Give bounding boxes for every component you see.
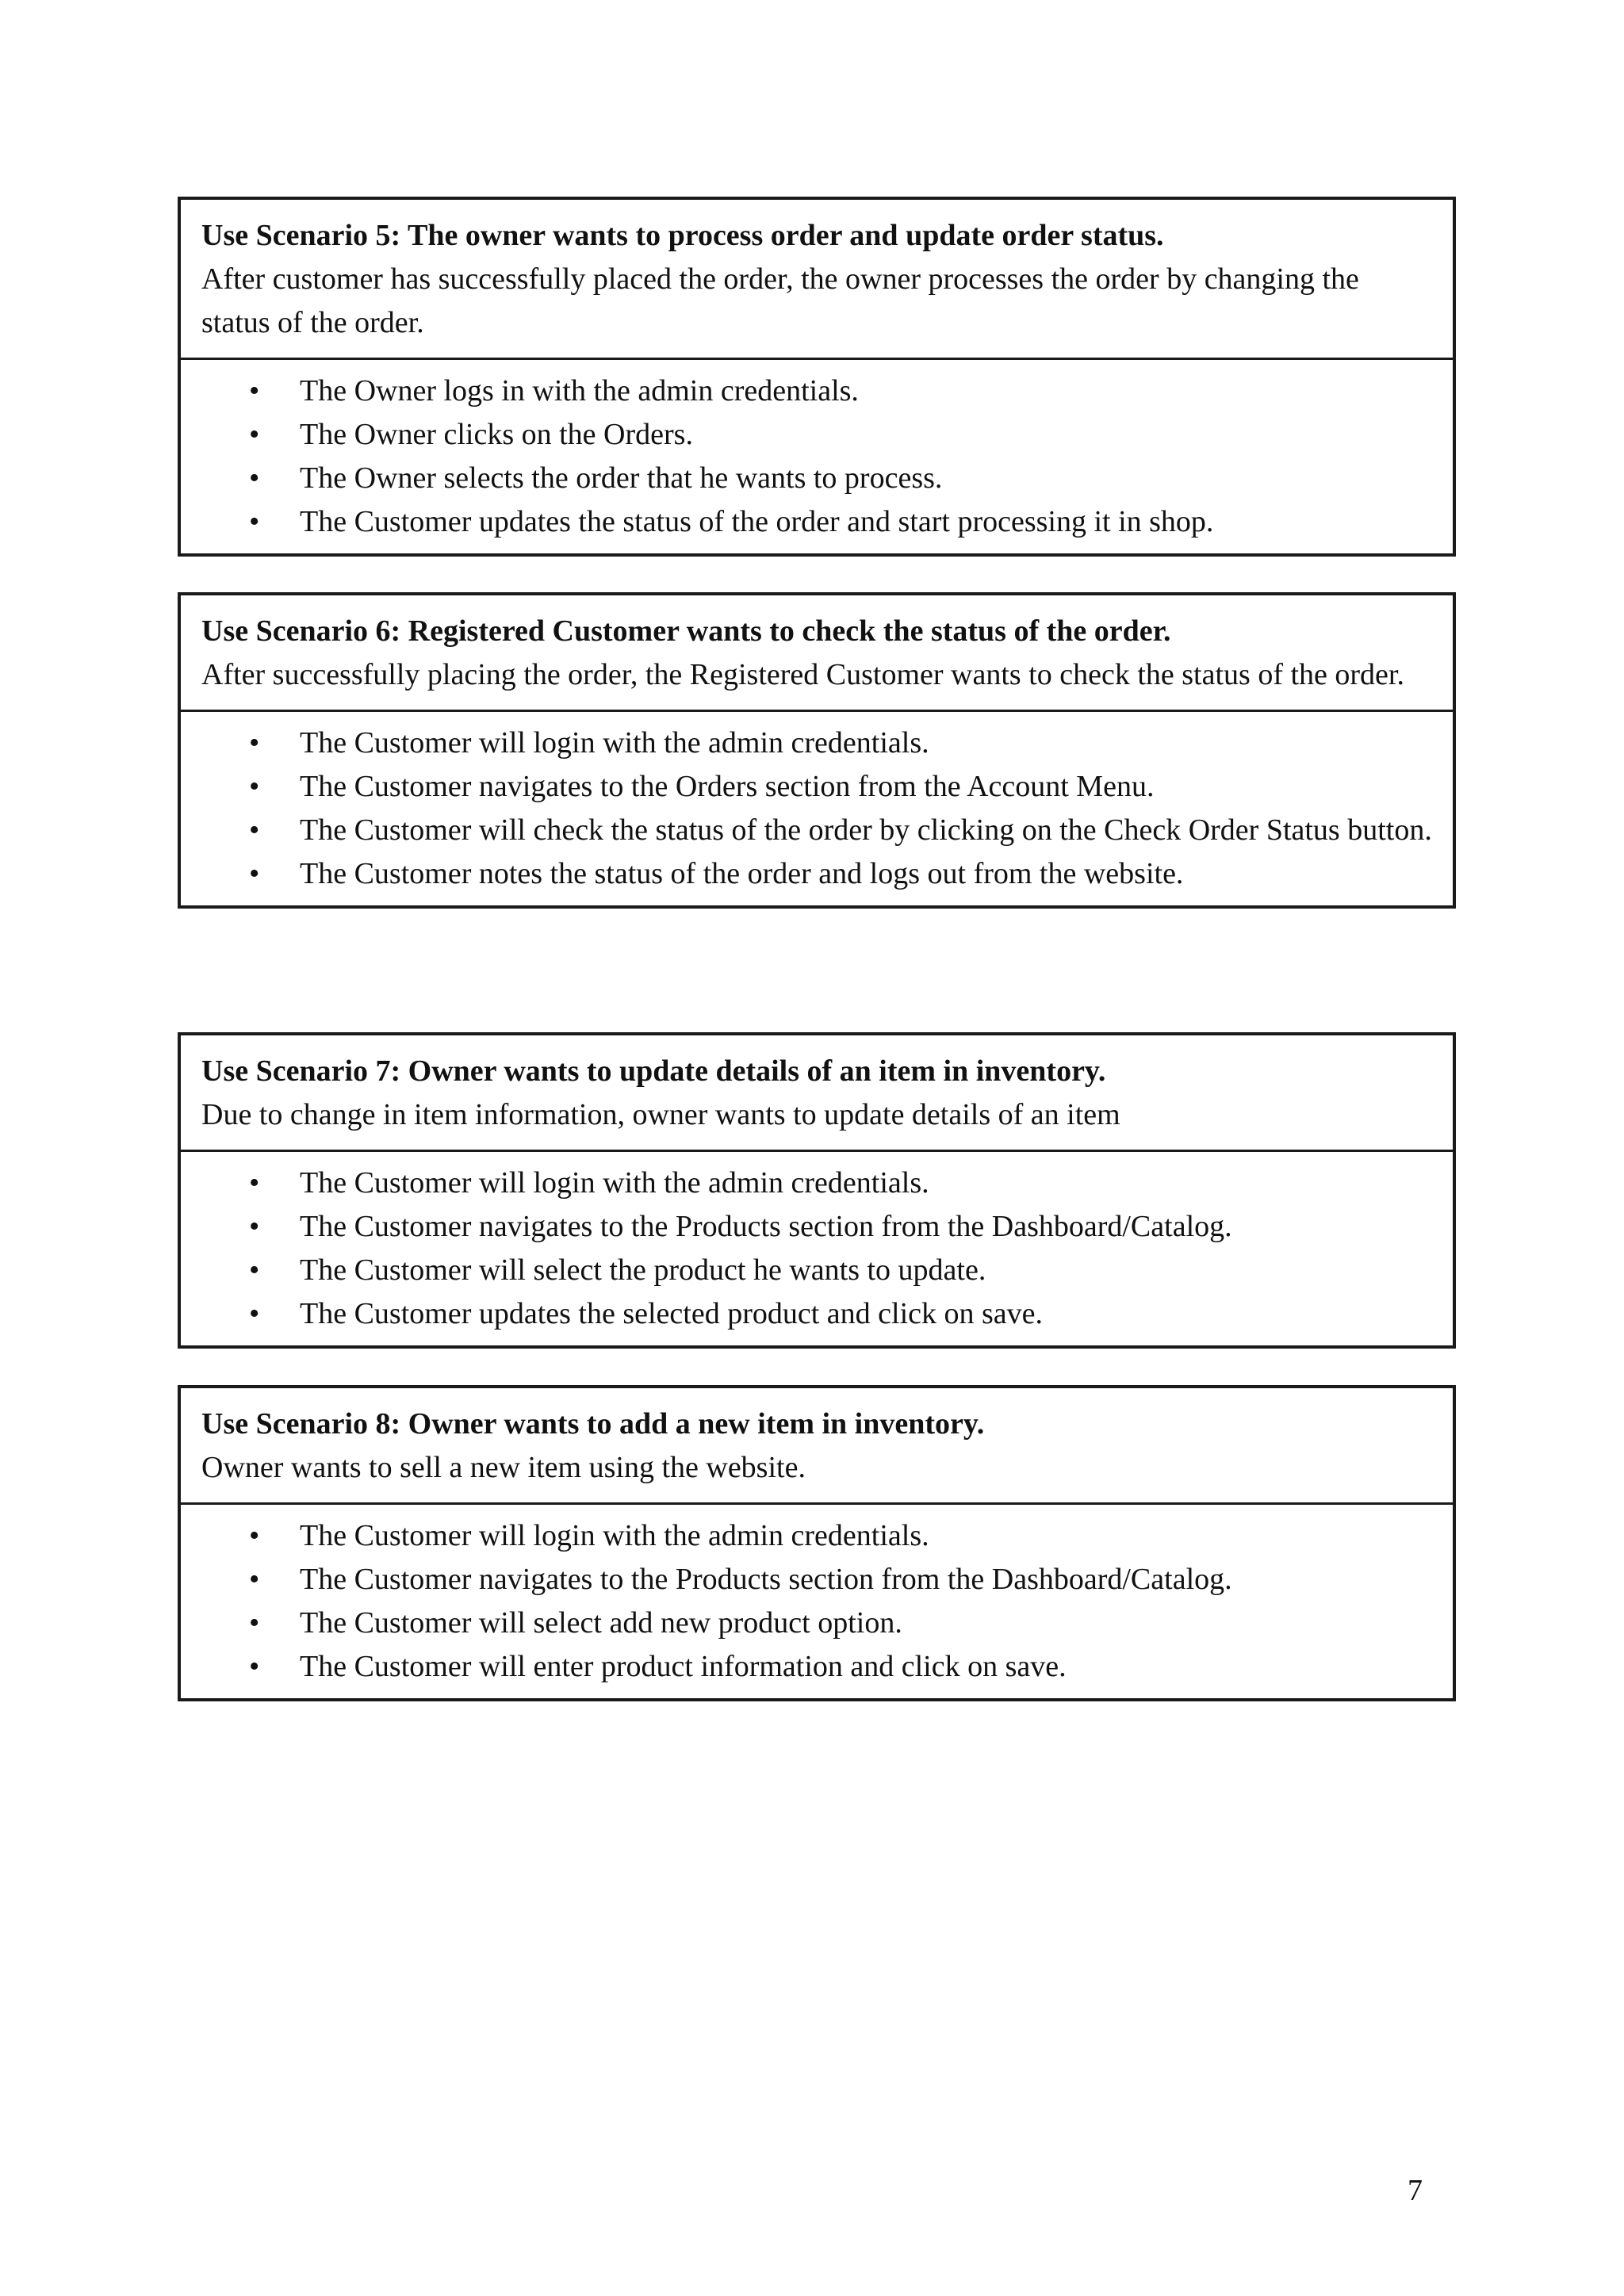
list-item [181,1601,1434,1645]
list-item [181,1514,1434,1558]
list-item [181,852,1434,896]
scenario-header [181,1035,1453,1152]
scenario-5-box [178,197,1456,557]
scenario-header [181,1388,1453,1505]
list-item [181,369,1434,413]
bullet-icon: • [249,1606,260,1640]
scenario-7-box [178,1032,1456,1349]
list-item [181,1645,1434,1689]
step-text: The Customer will enter product information and click on save. [300,1650,1067,1683]
bullet-icon: • [249,1650,260,1683]
scenario-title: Use Scenario 5: The owner wants to process order and update order status. [201,219,1164,252]
list-item [181,457,1434,500]
steps-list [181,1161,1434,1336]
step-text: The Customer navigates to the Orders section from the Account Menu. [300,770,1155,803]
scenario-steps [181,1505,1453,1698]
list-item [181,1205,1434,1249]
step-text: The Owner logs in with the admin credentials. [300,374,859,408]
list-item [181,1558,1434,1601]
steps-list [181,1514,1434,1689]
scenario-title: Use Scenario 7: Owner wants to update details of an item in inventory. [201,1054,1106,1088]
scenario-header [181,200,1453,360]
step-text: The Customer will check the status of the order by clicking on the Check Order Status button. [300,813,1432,847]
step-text: The Owner selects the order that he wants to process. [300,461,943,495]
step-text: The Customer will login with the admin credentials. [300,1166,929,1200]
list-item [181,721,1434,765]
step-text: The Customer updates the selected product and click on save. [300,1297,1044,1330]
step-text: The Customer navigates to the Products section from the Dashboard/Catalog. [300,1563,1232,1596]
step-text: The Customer will login with the admin credentials. [300,1519,929,1552]
scenario-description: Due to change in item information, owner wants to update details of an item [201,1098,1120,1131]
step-text: The Customer updates the status of the order and start processing it in shop. [300,505,1214,538]
scenario-6-box [178,592,1456,909]
scenario-description: After customer has successfully placed the order, the owner processes the order by changing the status of the order. [201,262,1359,339]
steps-list [181,369,1434,544]
scenario-steps [181,712,1453,905]
step-text: The Customer will select add new product option. [300,1606,902,1640]
list-item [181,1161,1434,1205]
bullet-icon: • [249,418,260,451]
scenario-description: Owner wants to sell a new item using the website. [201,1451,806,1484]
bullet-icon: • [249,1297,260,1330]
bullet-icon: • [249,1519,260,1552]
bullet-icon: • [249,1210,260,1243]
step-text: The Customer navigates to the Products section from the Dashboard/Catalog. [300,1210,1232,1243]
bullet-icon: • [249,505,260,538]
page-number: 7 [1408,2174,1423,2207]
list-item [181,1292,1434,1336]
scenario-title: Use Scenario 6: Registered Customer wants to check the status of the order. [201,614,1171,648]
step-text: The Customer will select the product he wants to update. [300,1253,986,1287]
scenario-title: Use Scenario 8: Owner wants to add a new item in inventory. [201,1407,985,1441]
list-item [181,413,1434,457]
bullet-icon: • [249,1253,260,1287]
bullet-icon: • [249,726,260,760]
step-text: The Customer notes the status of the order and logs out from the website. [300,857,1184,890]
bullet-icon: • [249,1166,260,1200]
step-text: The Customer will login with the admin credentials. [300,726,929,760]
list-item [181,765,1434,809]
bullet-icon: • [249,374,260,408]
bullet-icon: • [249,813,260,847]
scenario-steps [181,360,1453,553]
scenario-8-box [178,1385,1456,1701]
bullet-icon: • [249,770,260,803]
step-text: The Owner clicks on the Orders. [300,418,693,451]
scenario-description: After successfully placing the order, the Registered Customer wants to check the status of the order. [201,658,1404,691]
scenario-steps [181,1152,1453,1345]
bullet-icon: • [249,461,260,495]
list-item [181,1249,1434,1292]
scenario-header [181,595,1453,712]
bullet-icon: • [249,857,260,890]
steps-list [181,721,1434,896]
list-item [181,809,1434,852]
list-item [181,500,1434,544]
bullet-icon: • [249,1563,260,1596]
